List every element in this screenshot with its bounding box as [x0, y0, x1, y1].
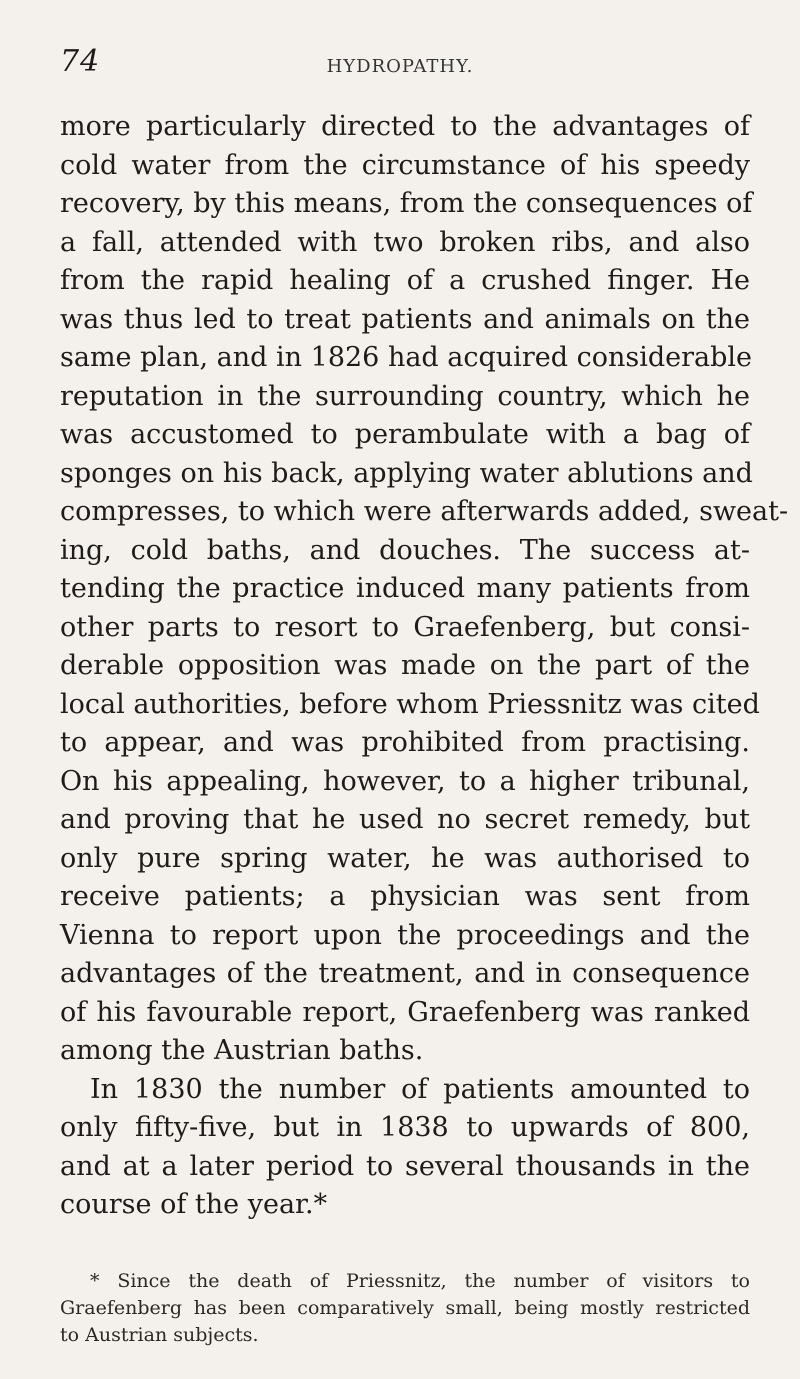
footnote-line: * Since the death of Priessnitz, the number of visitors to [90, 1270, 750, 1292]
text-line: to appear, and was prohibited from practising. [60, 727, 750, 758]
footnote-line: to Austrian subjects. [60, 1324, 259, 1346]
text-line: among the Austrian baths. [60, 1035, 424, 1066]
text-line: compresses, to which were afterwards added, sweat- [60, 496, 789, 527]
text-line: reputation in the surrounding country, which he [60, 380, 750, 412]
text-line: local authorities, before whom Priessnitz was cited [60, 688, 760, 720]
text-line: was thus led to treat patients and animals on the [60, 303, 750, 335]
running-head: HYDROPATHY. [326, 56, 474, 77]
text-line: only fifty-five, but in 1838 to upwards of 800, [60, 1112, 750, 1143]
text-line: a fall, attended with two broken ribs, and also [60, 226, 750, 258]
text-line: tending the practice induced many patients from [60, 573, 750, 604]
text-line: sponges on his back, applying water ablutions and [60, 457, 753, 489]
text-line: same plan, and in 1826 had acquired considerable [60, 342, 752, 373]
text-line: other parts to resort to Graefenberg, but consi- [60, 611, 750, 643]
text-line: receive patients; a physician was sent from [60, 881, 750, 912]
footnote-line: Graefenberg has been comparatively small, being mostly restricted [60, 1297, 750, 1319]
text-line: was accustomed to perambulate with a bag of [60, 419, 750, 450]
text-line: On his appealing, however, to a higher tribunal, [60, 765, 750, 797]
text-line: only pure spring water, he was authorised to [60, 842, 750, 874]
text-line: more particularly directed to the advantages of [60, 111, 750, 142]
text-line: and proving that he used no secret remedy, but [60, 804, 750, 835]
text-line: In 1830 the number of patients amounted to [90, 1073, 750, 1105]
text-line: recovery, by this means, from the consequences of [60, 188, 753, 219]
page-number: 74 [60, 44, 101, 79]
text-line: cold water from the circumstance of his speedy [60, 149, 750, 181]
text-line: derable opposition was made on the part of the [60, 650, 750, 681]
text-line: and at a later period to several thousands in the [60, 1150, 750, 1182]
body-text [60, 108, 789, 1225]
footnote [60, 1268, 750, 1349]
text-line: ing, cold baths, and douches. The success at- [60, 534, 750, 566]
text-line: course of the year.* [60, 1189, 328, 1220]
text-line: from the rapid healing of a crushed finger. He [60, 265, 750, 296]
text-line: advantages of the treatment, and in consequence [60, 958, 750, 989]
text-line: of his favourable report, Graefenberg was ranked [60, 996, 750, 1028]
text-line: Vienna to report upon the proceedings and the [60, 919, 750, 951]
page-header [60, 44, 740, 84]
